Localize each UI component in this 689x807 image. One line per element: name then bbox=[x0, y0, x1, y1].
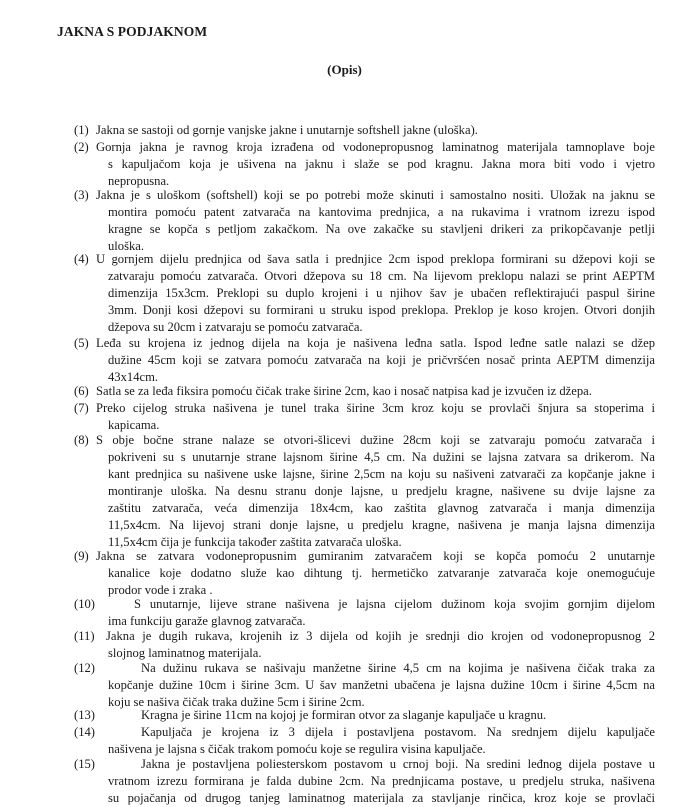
item-number: (15) bbox=[74, 757, 95, 771]
item-text-line: Kapuljača je krojena iz 3 dijela i postavljena postavom. Na srednjem dijelu kapuljače bbox=[141, 725, 655, 739]
item-text-line: kapicama. bbox=[108, 418, 160, 432]
item-text-line: U gornjem dijelu prednjica od šava satla i prednjice 2cm ispod preklopa formirani su džepovi koji se bbox=[96, 252, 655, 266]
item-text-line: Leđa su krojena iz jednog dijela na koja je našivena leđna satla. Ispod leđne satle nalazi se džep bbox=[96, 336, 655, 350]
item-text-line: kant prednjica su našivene uske lajsne, širine 2,5cm na koju su našiveni zatvarači za kopčanje jakne i bbox=[108, 467, 655, 481]
item-number: (14) bbox=[74, 725, 95, 739]
item-text-line: slojnog laminatnog materijala. bbox=[108, 646, 262, 660]
item-number: (8) bbox=[74, 433, 89, 447]
item-text-line: Gornja jakna je ravnog kroja izrađena od vodonepropusnog laminatnog materijala tamnoplave boje bbox=[96, 140, 655, 154]
item-text-line: s kapuljačom koja je ušivena na jaknu i slaže se pod kragnu. Jakna mora biti vodo i vjetro bbox=[108, 157, 655, 171]
item-text-line: montira pomoću patent zatvarača na kantovima prednjica, a na rukavima i vratnom izrezu ispod bbox=[108, 205, 655, 219]
item-text-line: S obje bočne strane nalaze se otvori-šlicevi dužine 28cm koji se zatvaraju pomoću zatvarača i bbox=[96, 433, 655, 447]
item-number: (7) bbox=[74, 401, 89, 415]
item-text-line: vratnom izrezu formirana je falda dubine 2cm. Na prednjicama postave, u predjelu struka, našivena bbox=[108, 774, 655, 788]
item-text-line: našivena je lajsna s čičak trakom pomoću koje se regulira visina kapuljače. bbox=[108, 742, 486, 756]
item-text-line: dimenzija 15x3cm. Preklopi su duplo krojeni i u njihov šav je ubačen reflektirajući paspul širine bbox=[108, 286, 655, 300]
item-text-line: džepova su 20cm i zatvaraju se pomoću zatvarača. bbox=[108, 320, 363, 334]
item-number: (9) bbox=[74, 549, 89, 563]
item-text-line: Kragna je širine 11cm na kojoj je formiran otvor za slaganje kapuljače u kragnu. bbox=[141, 708, 547, 722]
item-text-line: ima funkciju garaže glavnog zatvarača. bbox=[108, 614, 306, 628]
document-subtitle: (Opis) bbox=[327, 62, 362, 77]
item-text-line: koju se našiva čičak traka dužine 5cm i širine 2cm. bbox=[108, 695, 365, 709]
item-text-line: Jakna se sastoji od gornje vanjske jakne i unutarnje softshell jakne (uloška). bbox=[96, 123, 478, 137]
item-text-line: nepropusna. bbox=[108, 174, 170, 188]
item-number: (12) bbox=[74, 661, 95, 675]
item-text-line: kopčanje dužine 10cm i širine 3cm. U šav manžetni ubačena je lajsna dužine 10cm i širine 4,5cm na bbox=[108, 678, 655, 692]
item-number: (1) bbox=[74, 123, 89, 137]
item-number: (4) bbox=[74, 252, 89, 266]
item-text-line: 11,5x4cm čija je funkcija također zaštita zatvarača uloška. bbox=[108, 535, 402, 549]
item-number: (3) bbox=[74, 188, 89, 202]
item-number: (11) bbox=[74, 629, 95, 643]
item-text-line: 43x14cm. bbox=[108, 370, 159, 384]
item-text-line: Jakna je s uloškom (softshell) koji se po potrebi može skinuti i samostalno nositi. Uložak na jaknu se bbox=[96, 188, 655, 202]
item-number: (5) bbox=[74, 336, 89, 350]
item-text-line: Jakna se zatvara vodonepropusnim gumiranim zatvaračem koji se kopča pomoću 2 unutarnje bbox=[96, 549, 655, 563]
document-title: JAKNA S PODJAKNOM bbox=[57, 24, 208, 39]
item-number: (10) bbox=[74, 597, 95, 611]
item-text-line: kragne se kopča s petljom zakačkom. Na ove zakačke su stavljeni drikeri za prikopčavanje petlji bbox=[108, 222, 655, 236]
item-text-line: zatvaraju pomoću zatvarača. Otvori džepova su 18 cm. Na lijevom preklopu nalazi se print AEPTM bbox=[108, 269, 655, 283]
item-text-line: uloška. bbox=[108, 239, 145, 253]
item-text-line: pokriveni su s unutarnje strane lajsnom širine 4,5 cm. Na dužini se lajsna zatvara sa drikerom. Na bbox=[108, 450, 655, 464]
item-text-line: dužine 45cm koji se zatvara pomoću zatvarača na koji je pričvršćen nosač printa AEPTM dimenzija bbox=[108, 353, 655, 367]
item-text-line: montiranje uloška. Na desnu stranu donje lajsne, u predjelu kragne, našivene su dvije lajsne za bbox=[108, 484, 655, 498]
item-text-line: prodor vode i zraka . bbox=[108, 583, 213, 597]
item-text-line: 11,5x4cm. Na lijevoj strani donje lajsne, u predjelu kragne, našivena je manja lajsna dimenzija bbox=[108, 518, 655, 532]
item-text-line: Preko cijelog struka našivena je tunel traka širine 3cm kroz koju se provlači šnjura sa stoperima i bbox=[96, 401, 655, 415]
item-text-line: Jakna je dugih rukava, krojenih iz 3 dijela od kojih je srednji dio krojen od vodonepropusnog 2 bbox=[106, 629, 655, 643]
item-text-line: su pojačanja od drugog tanjeg laminatnog materijala za stavljanje rinčica, kroz koje se provlači bbox=[108, 791, 655, 805]
item-text-line: Jakna je postavljena poliesterskom postavom u crnoj boji. Na sredini leđnog dijela postave u bbox=[141, 757, 655, 771]
item-text-line: S unutarnje, lijeve strane našivena je lajsna cijelom dužinom koja svojim gornjim dijelom bbox=[134, 597, 655, 611]
item-text-line: 3mm. Donji kosi džepovi su formirani u struku ispod preklopa. Preklop je koso krojen. Otvori donjih bbox=[108, 303, 655, 317]
item-number: (13) bbox=[74, 708, 95, 722]
item-text-line: Na dužinu rukava se našivaju manžetne širine 4,5 cm na kojima je našivena čičak traka za bbox=[141, 661, 655, 675]
item-number: (2) bbox=[74, 140, 89, 154]
item-text-line: zaštitu zatvarača, veća dimenzija 18x4cm, kao zaštita glavnog zatvarača i manja dimenzija bbox=[108, 501, 655, 515]
item-text-line: kanalice koje dodatno služe kao dihtung tj. hermetičko zatvaranje zatvarača koje onemogućuje bbox=[108, 566, 655, 580]
item-text-line: Satla se za leđa fiksira pomoću čičak trake širine 2cm, kao i nosač natpisa kad je izvučen iz džepa. bbox=[96, 384, 592, 398]
item-number: (6) bbox=[74, 384, 89, 398]
